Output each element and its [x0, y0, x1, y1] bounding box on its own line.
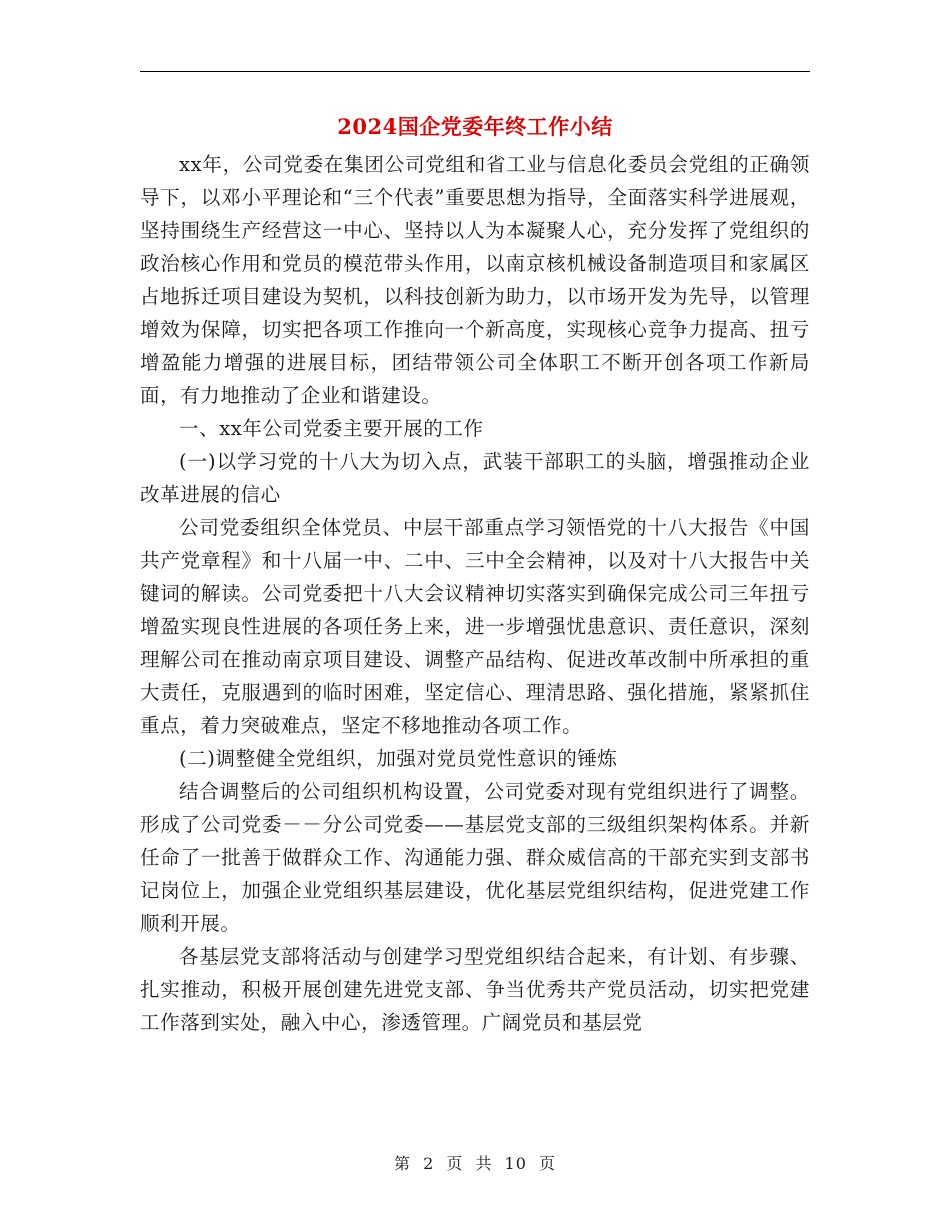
paragraph-intro: xx年，公司党委在集团公司党组和省工业与信息化委员会党组的正确领导下，以邓小平理论和“三个代表”重要思想为指导，全面落实科学进展观，坚持围绕生产经营这一中心、坚持以人为本凝聚人心，充分发挥了党组织的政治核心作用和党员的模范带头作用，以南京核机械设备制造项目和家属区占地拆迁项目建设为契机，以科技创新为助力，以市场开发为先导，以管理增效为保障，切实把各项工作推向一个新高度，实现核心竞争力提高、扭亏增盈能力增强的进展目标，团结带领公司全体职工不断开创各项工作新局面，有力地推动了企业和谐建设。 [140, 153, 810, 407]
paragraph-restructure: 结合调整后的公司组织机构设置，公司党委对现有党组织进行了调整。形成了公司党委－－分公司党委——基层党支部的三级组织架构体系。并新任命了一批善于做群众工作、沟通能力强、群众威信高的干部充实到支部书记岗位上，加强企业党组织基层建设，优化基层党组织结构，促进党建工作顺利开展。 [140, 780, 810, 935]
document-title: 2024国企党委年终工作小结 [337, 114, 613, 139]
paragraph-branches: 各基层党支部将活动与创建学习型党组织结合起来，有计划、有步骤、扎实推动，积极开展创建先进党支部、争当优秀共产党员活动，切实把党建工作落到实处，融入中心，渗透管理。广阔党员和基层党 [140, 945, 810, 1034]
header-rule [140, 71, 810, 72]
subsection-heading-2: (二)调整健全党组织，加强对党员党性意识的锤炼 [179, 747, 618, 770]
paragraph-study: 公司党委组织全体党员、中层干部重点学习领悟党的十八大报告《中国共产党章程》和十八届一中、二中、三中全会精神，以及对十八大报告中关键词的解读。公司党委把十八大会议精神切实落实到确保完成公司三年扭亏增盈实现良性进展的各项任务上来，进一步增强忧患意识、责任意识，深刻理解公司在推动南京项目建设、调整产品结构、促进改革改制中所承担的重大责任，克服遇到的临时困难，坚定信心、理清思路、强化措施，紧紧抓住重点，着力突破难点，坚定不移地推动各项工作。 [140, 516, 810, 737]
subsection-heading-1: (一)以学习党的十八大为切入点，武装干部职工的头脑，增强推动企业改革进展的信心 [140, 450, 810, 506]
page-number-footer: 第 2 页 共 10 页 [394, 1154, 556, 1173]
document-body [140, 148, 810, 1039]
section-heading-1: 一、xx年公司党委主要开展的工作 [179, 417, 484, 440]
